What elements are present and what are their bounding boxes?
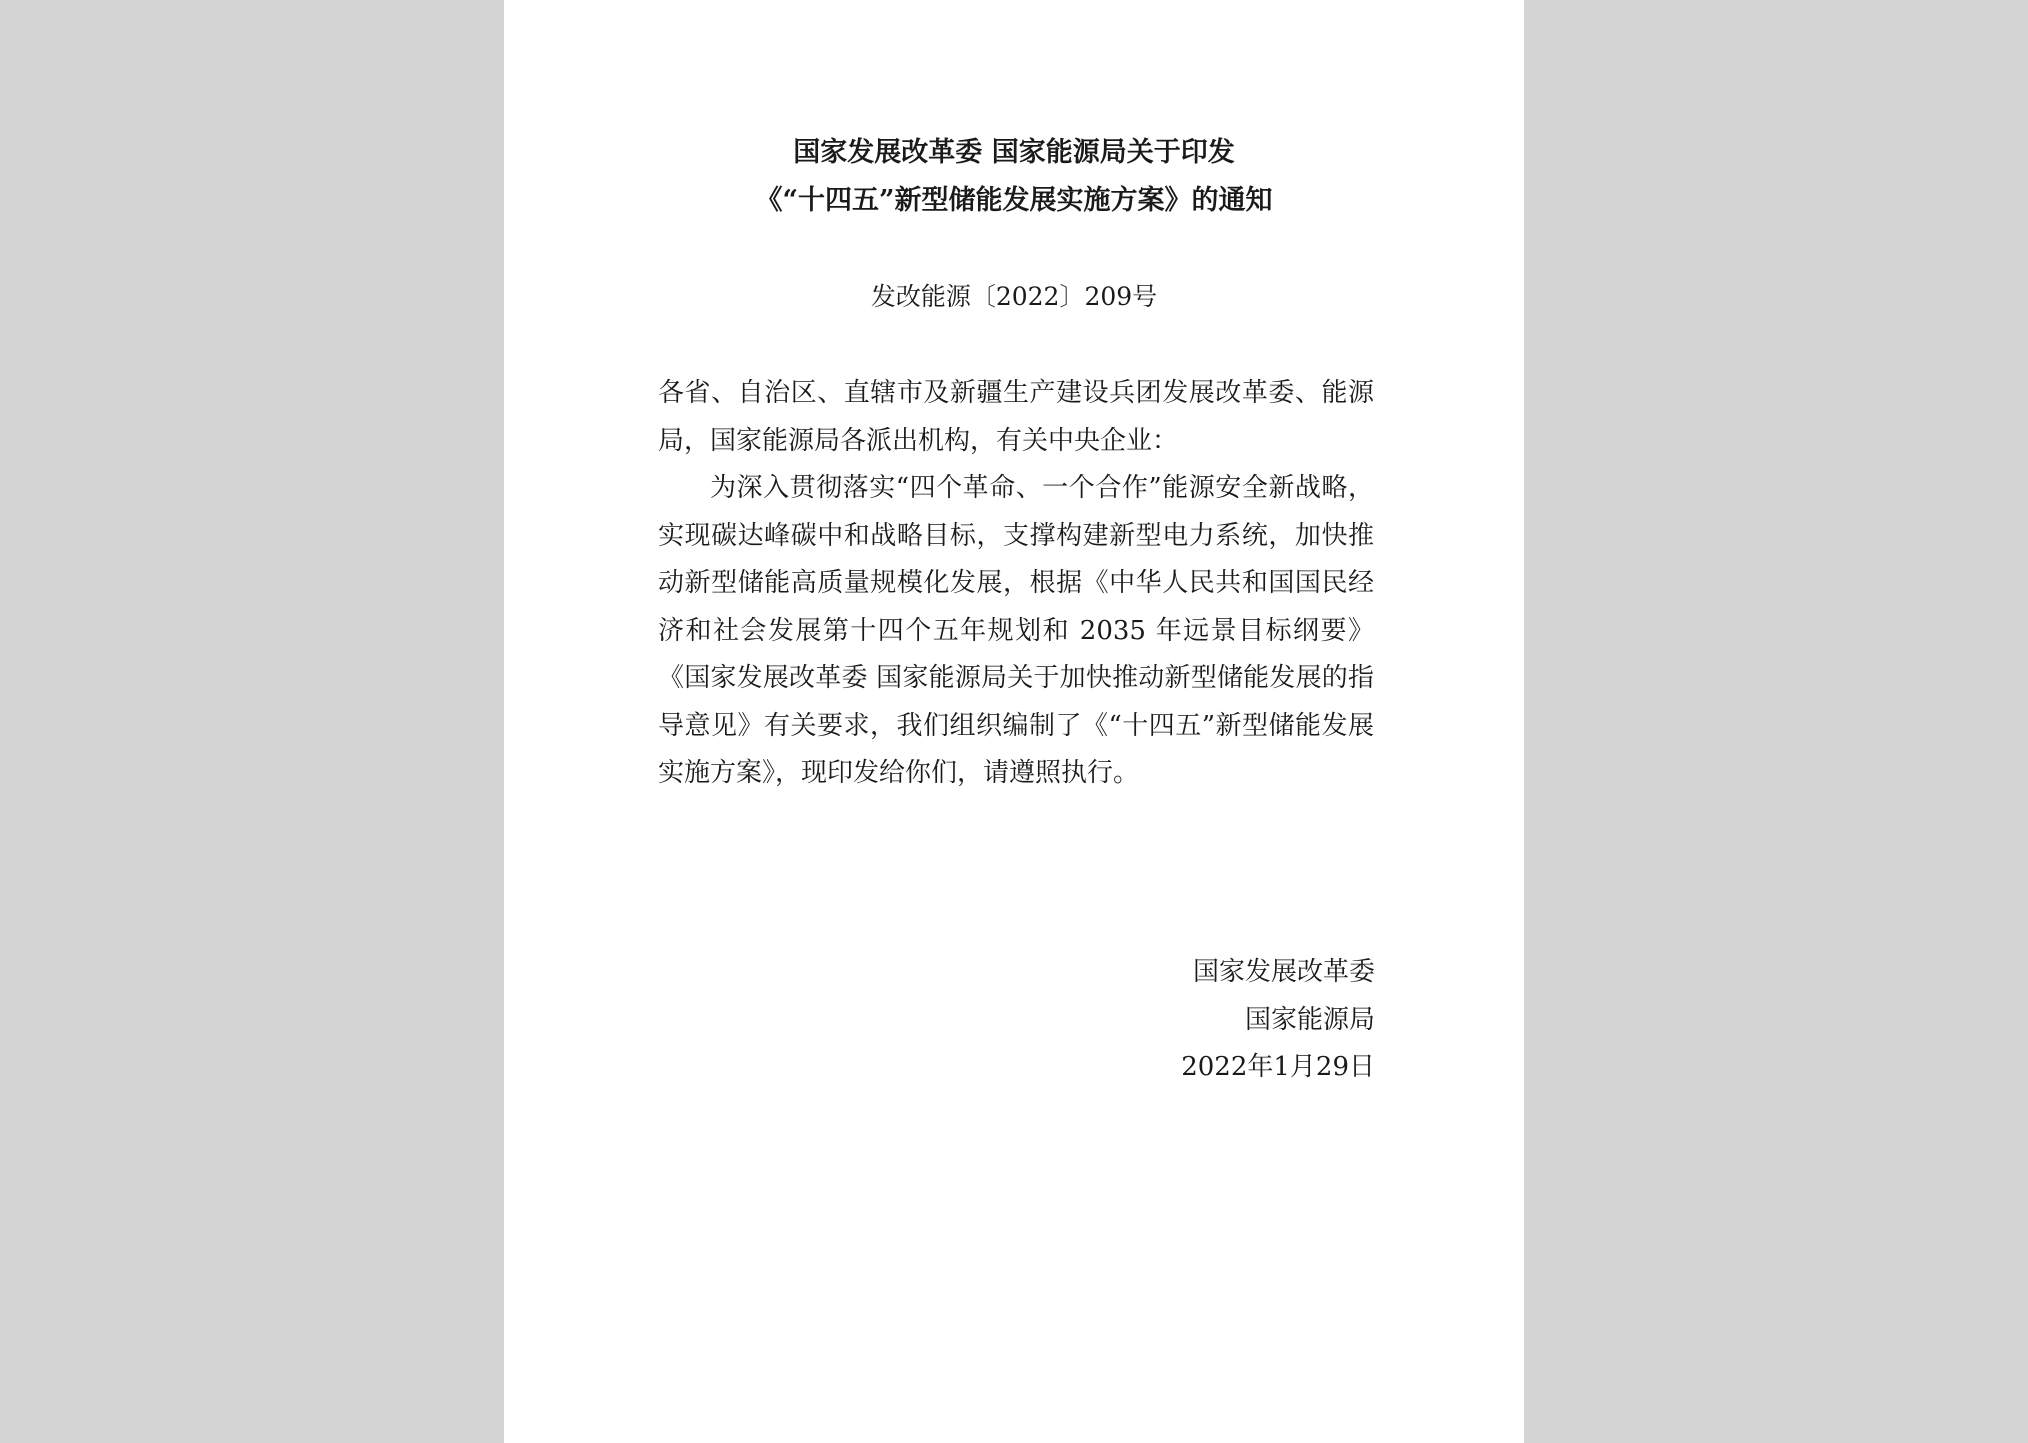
document-title-line-2: 《“十四五”新型储能发展实施方案》的通知	[755, 185, 1273, 216]
signature-date: 2022年1月29日	[1181, 1052, 1375, 1082]
document-title-line-1: 国家发展改革委 国家能源局关于印发	[793, 137, 1235, 168]
signature-org-1: 国家发展改革委	[1192, 957, 1375, 987]
document-page	[504, 0, 1524, 1443]
signature-block	[1181, 949, 1375, 1092]
signature-org-2: 国家能源局	[1244, 1004, 1375, 1035]
document-body	[658, 370, 1374, 798]
document-number: 发改能源〔2022〕209号	[870, 282, 1158, 311]
salutation: 各省、自治区、直辖市及新疆生产建设兵团发展改革委、能源局，国家能源局各派出机构，有关中央企业：	[658, 378, 1374, 456]
body-paragraph: 为深入贯彻落实“四个革命、一个合作”能源安全新战略，实现碳达峰碳中和战略目标，支撑构建新型电力系统，加快推动新型储能高质量规模化发展，根据《中华人民共和国国民经济和社会发展第十四个五年规划和 2035 年远景目标纲要》《国家发展改革委 国家能源局关于加快推动新型储能发展的指导意见》有关要求，我们组织编制了《“十四五”新型储能发展实施方案》，现印发给你们，请遵照执行。	[658, 473, 1374, 788]
